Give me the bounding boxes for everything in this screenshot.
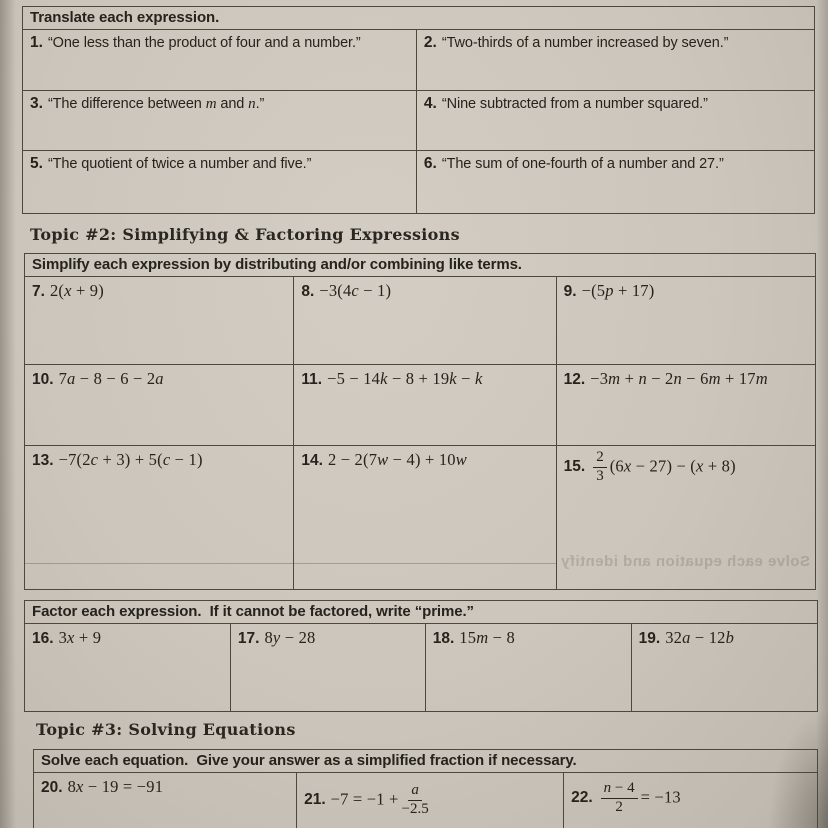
problem-16 bbox=[25, 624, 231, 711]
problem-number: 20. bbox=[41, 779, 63, 796]
problem-14 bbox=[294, 446, 556, 589]
fraction: $\frac{n - 4}{2}$ bbox=[601, 781, 638, 816]
expression: 2 − 2(7w − 4) + 10w bbox=[327, 450, 467, 469]
problem-number: 19. bbox=[638, 630, 661, 647]
problem-20 bbox=[34, 773, 297, 828]
problem-number: 7. bbox=[32, 283, 45, 300]
problem-text: “Two-thirds of a number increased by seven.” bbox=[441, 35, 729, 51]
table-row bbox=[23, 30, 814, 91]
bleedthrough-text: Solve each equation and identify bbox=[560, 553, 810, 570]
problem-13 bbox=[25, 446, 294, 589]
expression: −5 − 14k − 8 + 19k − k bbox=[327, 369, 483, 388]
topic-3-title: Topic #3: Solving Equations bbox=[36, 720, 296, 739]
expression: 8y − 28 bbox=[264, 628, 316, 647]
equation: 8x − 19 = −91 bbox=[67, 777, 164, 796]
problem-number: 3. bbox=[30, 95, 43, 112]
expression: 32a − 12b bbox=[665, 628, 735, 647]
problem-6 bbox=[417, 151, 814, 213]
problem-number: 5. bbox=[30, 155, 43, 172]
expression: −3(4c − 1) bbox=[319, 281, 392, 300]
problem-number: 6. bbox=[423, 155, 437, 172]
equation: = −13 bbox=[640, 787, 681, 807]
problem-21 bbox=[297, 773, 564, 828]
problem-number: 14. bbox=[301, 452, 323, 469]
problem-2 bbox=[417, 30, 814, 90]
variable-m: m bbox=[205, 96, 217, 112]
problem-number: 17. bbox=[237, 630, 260, 647]
problem-5 bbox=[23, 151, 417, 213]
table-row bbox=[25, 277, 815, 365]
problem-15 bbox=[557, 446, 815, 589]
factor-instruction: Factor each expression. If it cannot be factored, write “prime.” bbox=[25, 601, 817, 624]
expression: −(5p + 17) bbox=[581, 281, 655, 300]
problem-number: 13. bbox=[32, 452, 54, 469]
problem-11 bbox=[294, 365, 556, 445]
problem-19 bbox=[632, 624, 817, 711]
expression: 2(x + 9) bbox=[49, 281, 104, 300]
table-row bbox=[23, 91, 814, 151]
table-row bbox=[23, 151, 814, 213]
problem-17 bbox=[231, 624, 426, 711]
problem-number: 4. bbox=[423, 95, 437, 112]
problem-number: 21. bbox=[304, 791, 326, 809]
problem-3 bbox=[23, 91, 417, 150]
problem-number: 10. bbox=[32, 371, 54, 388]
translate-table bbox=[22, 6, 815, 214]
topic-2-title: Topic #2: Simplifying & Factoring Expressions bbox=[30, 225, 460, 244]
problem-number: 2. bbox=[423, 34, 437, 51]
expression: 15m − 8 bbox=[459, 628, 515, 647]
problem-8 bbox=[294, 277, 556, 364]
problem-number: 15. bbox=[563, 458, 586, 476]
problem-18 bbox=[426, 624, 632, 711]
solve-instruction: Solve each equation. Give your answer as a simplified fraction if necessary. bbox=[34, 750, 817, 773]
simplify-instruction: Simplify each expression by distributing and/or combining like terms. bbox=[25, 254, 815, 277]
problem-text: “One less than the product of four and a number.” bbox=[47, 35, 361, 51]
problem-text: “The quotient of twice a number and five.” bbox=[47, 156, 312, 172]
problem-number: 11. bbox=[301, 371, 323, 388]
problem-22 bbox=[564, 773, 817, 828]
expression: (6x − 27) − (x + 8) bbox=[609, 456, 736, 476]
fraction: $\frac{a}{-2.5}$ bbox=[401, 782, 429, 817]
problem-number: 8. bbox=[301, 283, 315, 300]
problem-number: 22. bbox=[571, 789, 593, 807]
problem-number: 1. bbox=[30, 34, 43, 51]
table-row bbox=[25, 365, 815, 446]
problem-text: “The difference between m and n.” bbox=[47, 96, 265, 112]
problem-12 bbox=[557, 365, 815, 445]
expression: 3x + 9 bbox=[58, 628, 102, 647]
fraction: $\frac{2}{3}$ bbox=[593, 450, 607, 485]
table-row bbox=[25, 446, 815, 589]
problem-9 bbox=[557, 277, 815, 364]
variable-n: n bbox=[248, 96, 256, 112]
translate-instruction: Translate each expression. bbox=[23, 7, 814, 30]
expression: 7a − 8 − 6 − 2a bbox=[58, 369, 164, 388]
problem-4 bbox=[417, 91, 814, 150]
simplify-table bbox=[24, 253, 816, 590]
problem-number: 12. bbox=[563, 371, 586, 388]
problem-number: 18. bbox=[432, 630, 455, 647]
problem-number: 9. bbox=[563, 283, 577, 300]
table-row bbox=[34, 773, 817, 828]
factor-table bbox=[24, 600, 818, 712]
equation: −7 = −1 + bbox=[330, 789, 399, 809]
problem-10 bbox=[25, 365, 294, 445]
expression: −3m + n − 2n − 6m + 17m bbox=[590, 369, 768, 388]
expression: −7(2c + 3) + 5(c − 1) bbox=[58, 450, 203, 469]
problem-1 bbox=[23, 30, 417, 90]
problem-text: “Nine subtracted from a number squared.” bbox=[441, 96, 708, 112]
problem-text: “The sum of one-fourth of a number and 27.” bbox=[441, 156, 724, 172]
page-shadow-left bbox=[0, 0, 16, 828]
table-row bbox=[25, 624, 817, 711]
solve-table bbox=[33, 749, 818, 828]
problem-number: 16. bbox=[32, 630, 54, 647]
problem-7 bbox=[25, 277, 294, 364]
